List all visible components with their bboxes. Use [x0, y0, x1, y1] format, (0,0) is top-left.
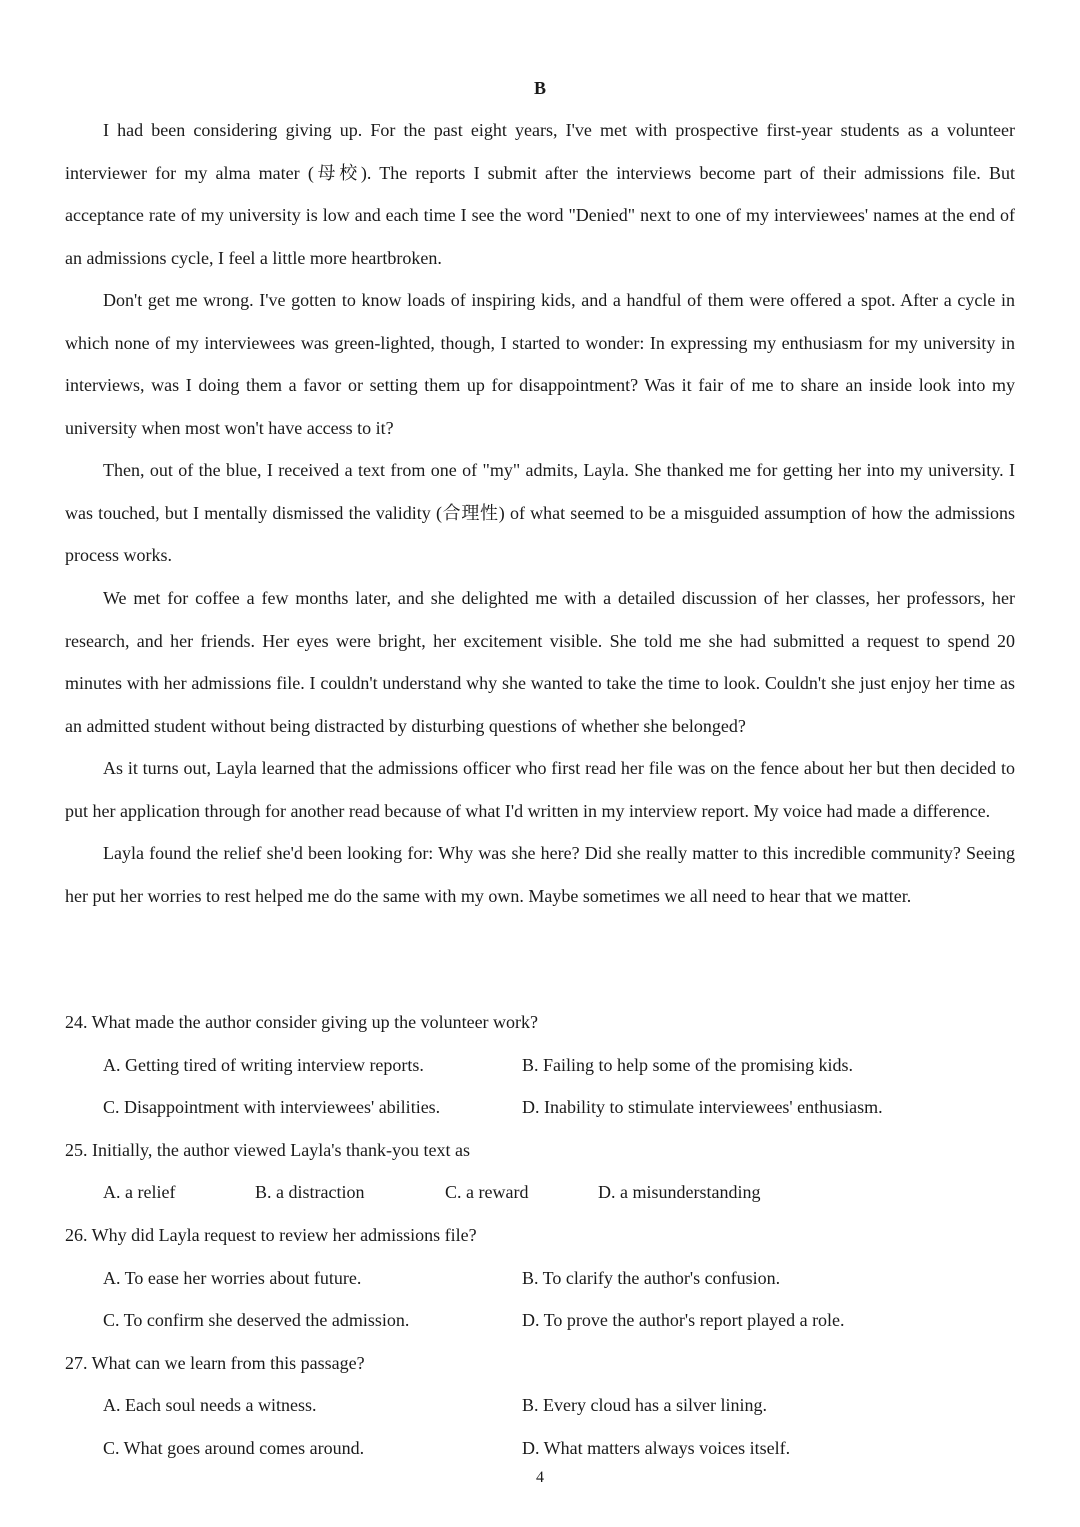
passage-paragraph: Don't get me wrong. I've gotten to know loads of inspiring kids, and a handful of them were offered a spot. After a cycle in which none of my interviewees was green-lighted, though, I started to wonder: In expressing my enthusiasm for my university in interviews, was I doing them a favor or setting them up for disappointment? Was it fair of me to share an inside look into my university when most won't have access to it? [65, 290, 1015, 438]
question-26-option-b: B. To clarify the author's confusion. [522, 1267, 781, 1288]
question-25-option-d: D. a misunderstanding [598, 1182, 761, 1203]
question-25-option-c: C. a reward [445, 1182, 529, 1203]
question-24-option-a: A. Getting tired of writing interview reports. [103, 1054, 424, 1075]
question-26-option-d: D. To prove the author's report played a role. [522, 1310, 845, 1331]
question-27-options-row-2 [65, 1427, 1015, 1470]
question-27-option-b: B. Every cloud has a silver lining. [522, 1395, 767, 1416]
question-25-option-a: A. a relief [103, 1182, 176, 1203]
question-24-options-row-2 [65, 1086, 1015, 1129]
question-27-option-a: A. Each soul needs a witness. [103, 1395, 317, 1416]
passage-paragraph: Then, out of the blue, I received a text from one of "my" admits, Layla. She thanked me for getting her into my university. I was touched, but I mentally dismissed the validity (合理性) of what seemed to be a misguided assumption of how the admissions process works. [65, 460, 1015, 566]
question-24-option-c: C. Disappointment with interviewees' abilities. [103, 1097, 441, 1118]
question-24-options-row-1 [65, 1044, 1015, 1087]
question-26-option-c: C. To confirm she deserved the admission. [103, 1310, 410, 1331]
question-25-option-b: B. a distraction [255, 1182, 365, 1203]
question-27-stem: 27. What can we learn from this passage? [65, 1352, 365, 1373]
section-title: B [533, 78, 546, 98]
passage-paragraph: As it turns out, Layla learned that the admissions officer who first read her file was on the fence about her but then decided to put her application through for another read because of what I'd written in my interview report. My voice had made a difference. [65, 758, 1015, 821]
question-26-option-a: A. To ease her worries about future. [103, 1267, 362, 1288]
question-26-stem: 26. Why did Layla request to review her admissions file? [65, 1224, 477, 1245]
reading-passage [65, 109, 1015, 917]
question-27-option-d: D. What matters always voices itself. [522, 1437, 791, 1458]
page-number: 4 [536, 1469, 544, 1486]
question-27-option-c: C. What goes around comes around. [103, 1437, 365, 1458]
question-24-option-b: B. Failing to help some of the promising kids. [522, 1054, 853, 1075]
question-24-option-d: D. Inability to stimulate interviewees' enthusiasm. [522, 1097, 883, 1118]
question-24-stem: 24. What made the author consider giving up the volunteer work? [65, 1012, 539, 1032]
question-26-options-row-1 [65, 1257, 1015, 1300]
question-25-options-row [65, 1171, 1015, 1214]
passage-paragraph: Layla found the relief she'd been looking for: Why was she here? Did she really matter to this incredible community? Seeing her put her worries to rest helped me do the same with my own. Maybe sometimes we all need to hear that we matter. [65, 843, 1015, 906]
question-27-options-row-1 [65, 1384, 1015, 1427]
passage-paragraph: We met for coffee a few months later, and she delighted me with a detailed discussion of her classes, her professors, her research, and her friends. Her eyes were bright, her excitement visible. She told me she had submitted a request to spend 20 minutes with her admissions file. I couldn't understand why she wanted to take the time to look. Couldn't she just enjoy her time as an admitted student without being distracted by disturbing questions of whether she belonged? [65, 588, 1015, 736]
question-26-options-row-2 [65, 1299, 1015, 1342]
question-list [65, 1001, 1015, 1470]
question-25-stem: 25. Initially, the author viewed Layla's thank-you text as [65, 1139, 470, 1160]
passage-paragraph: I had been considering giving up. For the past eight years, I've met with prospective first-year students as a volunteer interviewer for my alma mater (母校). The reports I submit after the interviews become part of their admissions file. But acceptance rate of my university is low and each time I see the word "Denied" next to one of my interviewees' names at the end of an admissions cycle, I feel a little more heartbroken. [65, 120, 1015, 268]
